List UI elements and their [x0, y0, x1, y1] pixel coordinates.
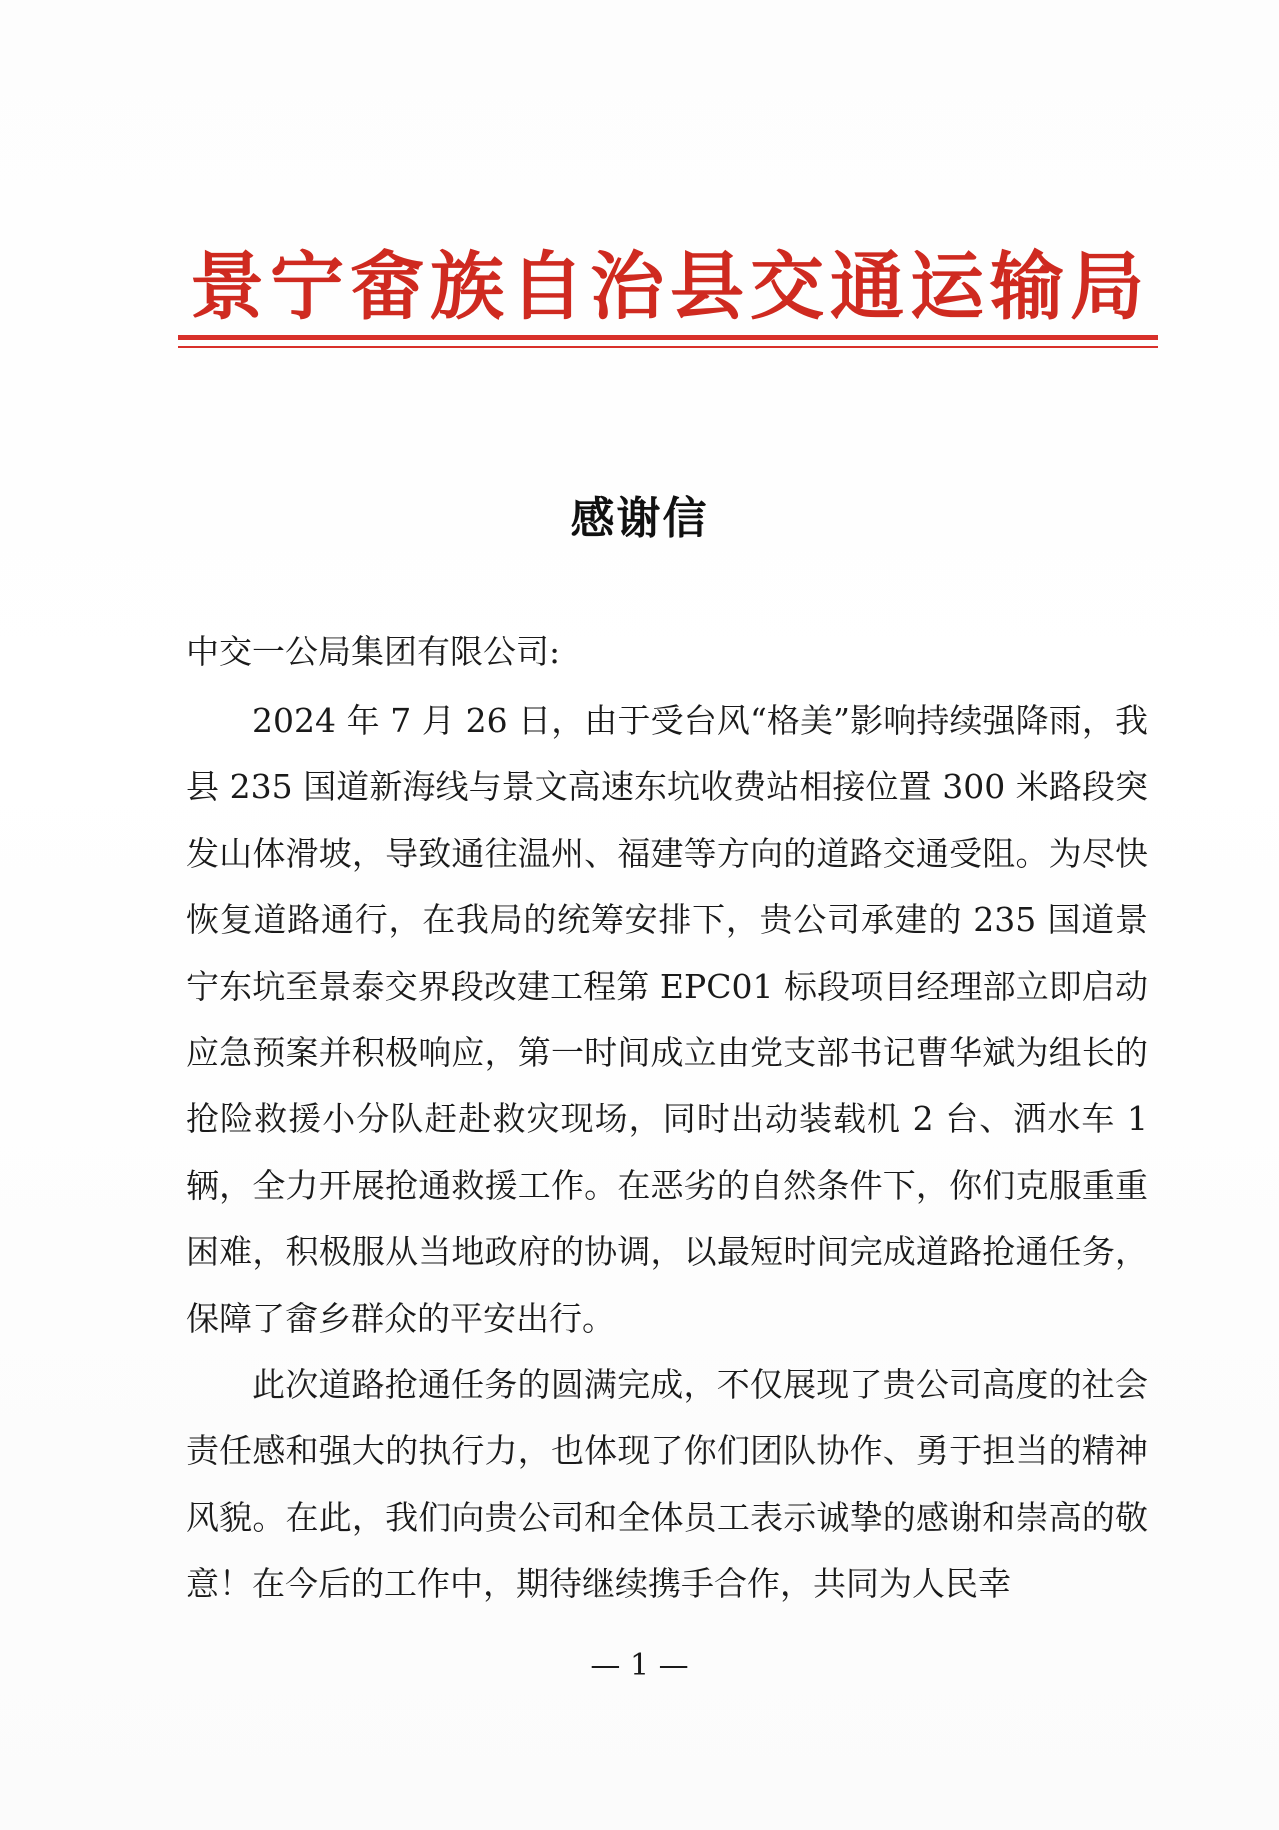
letter-addressee: 中交一公局集团有限公司: [186, 632, 561, 671]
page-number: — 1 — [590, 1648, 689, 1683]
letterhead-red-rule-thick [178, 335, 1158, 340]
body-paragraph-1: 2024 年 7 月 26 日，由于受台风“格美”影响持续强降雨，我县 235 国道新海线与景文高速东坑收费站相接位置 300 米路段突发山体滑坡，导致通往温州、福建等方向的道路交通受阻。为尽快恢复道路通行，在我局的统筹安排下，贵公司承建的 235 国道景宁东坑至景泰交界段改建工程第 EPC01 标段项目经理部立即启动应急预案并积极响应，第一时间成立由党支部书记曹华斌为组长的抢险救援小分队赶赴救灾现场，同时出动装载机 2 台、洒水车 1 辆，全力开展抢通救援工作。在恶劣的自然条件下，你们克服重重困难，积极服从当地政府的协调，以最短时间完成道路抢通任务，保障了畲乡群众的平安出行。 [186, 701, 1148, 1338]
body-paragraph-2: 此次道路抢通任务的圆满完成，不仅展现了贵公司高度的社会责任感和强大的执行力，也体现了你们团队协作、勇于担当的精神风貌。在此，我们向贵公司和全体员工表示诚挚的感谢和崇高的敬意！在今后的工作中，期待继续携手合作，共同为人民幸 [186, 1365, 1148, 1604]
letterhead-org-name: 景宁畲族自治县交通运输局 [190, 244, 1150, 330]
letter-body [186, 688, 1148, 1618]
document-title: 感谢信 [570, 493, 709, 544]
letterhead-red-rule-thin [178, 346, 1158, 348]
